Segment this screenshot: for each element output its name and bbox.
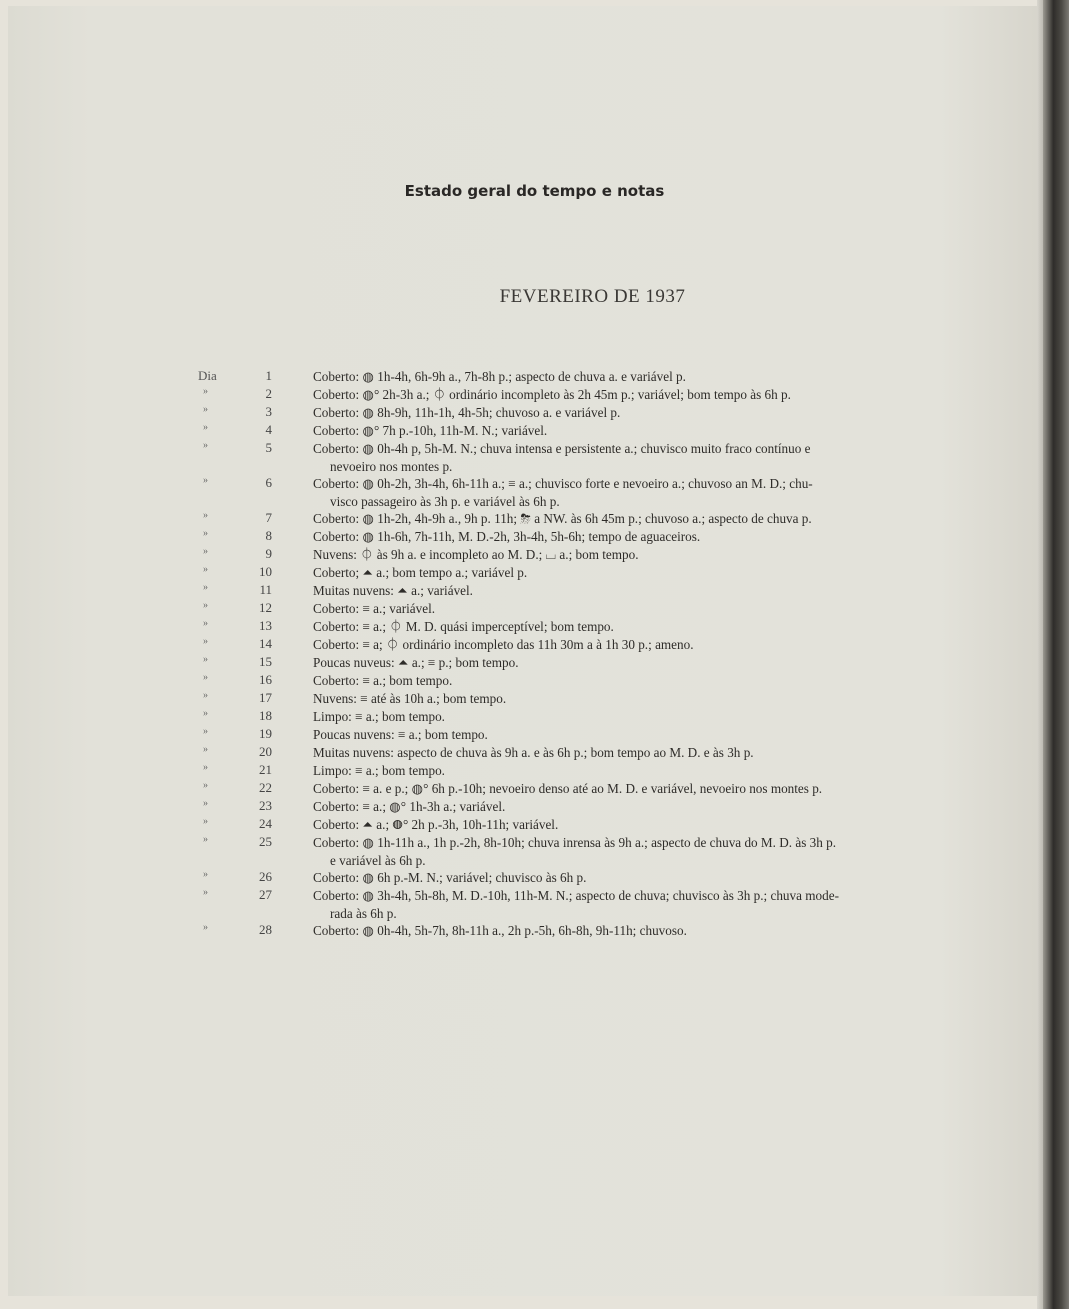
- list-item: [0, 816, 1069, 834]
- month-heading: FEVEREIRO DE 1937: [499, 286, 686, 307]
- ditto-mark: »: [203, 386, 208, 397]
- day-number: 19: [259, 726, 272, 741]
- day-note: [313, 744, 973, 762]
- day-note-continuation: nevoeiro nos montes p.: [330, 458, 453, 474]
- day-note-text: Coberto: ≡ a.; bom tempo.: [313, 673, 453, 688]
- list-item: [0, 726, 1069, 744]
- day-note-text: Limpo: ≡ a.; bom tempo.: [313, 763, 445, 778]
- day-note: [313, 528, 973, 546]
- list-item: [0, 618, 1069, 636]
- day-note-continuation: e variável às 6h p.: [330, 852, 426, 868]
- ditto-mark: »: [203, 869, 208, 880]
- ditto-mark: »: [203, 440, 208, 451]
- ditto-mark: »: [203, 422, 208, 433]
- day-note: [313, 422, 973, 440]
- day-note-text: Muitas nuvens: aspecto de chuva às 9h a. e às 6h p.; bom tempo ao M. D. e às 3h p.: [313, 745, 754, 760]
- ditto-mark: »: [203, 654, 208, 665]
- day-note-text: Coberto; ⏶ a.; bom tempo a.; variável p.: [313, 565, 528, 580]
- day-number: 9: [265, 546, 272, 561]
- day-number: 17: [259, 690, 272, 705]
- ditto-mark: »: [203, 798, 208, 809]
- list-item: [0, 654, 1069, 672]
- ditto-mark: »: [203, 780, 208, 791]
- ditto-mark: »: [203, 618, 208, 629]
- list-item: [0, 440, 1069, 475]
- list-item: [0, 869, 1069, 887]
- day-note-text: Nuvens: ⏀ às 9h a. e incompleto ao M. D.; ⌴ a.; bom tempo.: [313, 547, 639, 562]
- day-note-text: Muitas nuvens: ⏶ a.; variável.: [313, 583, 473, 598]
- day-number: 23: [259, 798, 272, 813]
- day-number: 20: [259, 744, 272, 759]
- day-note-text: Coberto: ◍° 7h p.-10h, 11h-M. N.; variável.: [313, 423, 548, 438]
- day-note: [313, 582, 973, 600]
- day-note-text: Coberto: ◍ 1h-11h a., 1h p.-2h, 8h-10h; chuva inrensa às 9h a.; aspecto de chuva do M. D. às 3h p.: [313, 835, 837, 850]
- day-number: 7: [265, 510, 272, 525]
- day-number: 16: [259, 672, 272, 687]
- day-number: 13: [259, 618, 272, 633]
- list-item: [0, 386, 1069, 404]
- list-item: [0, 564, 1069, 582]
- ditto-mark: »: [203, 744, 208, 755]
- ditto-mark: »: [203, 672, 208, 683]
- list-item: [0, 780, 1069, 798]
- day-note-text: Coberto: ◍ 3h-4h, 5h-8h, M. D.-10h, 11h-M. N.; aspecto de chuva; chuvisco às 3h p.; chuva mode-: [313, 888, 839, 903]
- list-item: [0, 690, 1069, 708]
- day-note: [313, 600, 973, 618]
- day-note: [313, 510, 973, 528]
- day-note: [313, 636, 973, 654]
- day-note-text: Coberto: ◍ 1h-6h, 7h-11h, M. D.-2h, 3h-4h, 5h-6h; tempo de aguaceiros.: [313, 529, 701, 544]
- ditto-mark: »: [203, 816, 208, 827]
- day-note-text: Poucas nuvens: ≡ a.; bom tempo.: [313, 727, 488, 742]
- day-note: [313, 690, 973, 708]
- day-number: 28: [259, 922, 272, 937]
- day-number: 27: [259, 887, 272, 902]
- day-number: 8: [265, 528, 272, 543]
- day-note: [313, 654, 973, 672]
- ditto-mark: »: [203, 404, 208, 415]
- day-note: [313, 922, 973, 940]
- ditto-mark: »: [203, 564, 208, 575]
- list-item: [0, 636, 1069, 654]
- day-number: 21: [259, 762, 272, 777]
- day-note-text: Coberto: ◍ 1h-4h, 6h-9h a., 7h-8h p.; aspecto de chuva a. e variável p.: [313, 369, 686, 384]
- day-number: 5: [265, 440, 272, 455]
- day-number: 18: [259, 708, 272, 723]
- ditto-mark: »: [203, 546, 208, 557]
- day-note-text: Coberto: ◍ 8h-9h, 11h-1h, 4h-5h; chuvoso a. e variável p.: [313, 405, 621, 420]
- day-number: 2: [265, 386, 272, 401]
- day-number: 26: [259, 869, 272, 884]
- ditto-mark: »: [203, 708, 208, 719]
- ditto-mark: »: [203, 690, 208, 701]
- ditto-mark: »: [203, 475, 208, 486]
- day-note: [313, 708, 973, 726]
- day-note: [313, 386, 973, 404]
- list-item: [0, 368, 1069, 386]
- ditto-mark: »: [203, 922, 208, 933]
- day-note-text: Coberto: ◍ 6h p.-M. N.; variável; chuvisco às 6h p.: [313, 870, 587, 885]
- day-note-text: Coberto: ⏶ a.; ◍° 2h p.-3h, 10h-11h; variável.: [313, 817, 559, 832]
- day-note-continuation: rada às 6h p.: [330, 905, 397, 921]
- day-number: 12: [259, 600, 272, 615]
- day-number: 14: [259, 636, 272, 651]
- day-note-text: Coberto: ≡ a.; variável.: [313, 601, 436, 616]
- day-note: [313, 834, 973, 869]
- list-item: [0, 762, 1069, 780]
- ditto-mark: »: [203, 887, 208, 898]
- dia-label: Dia: [198, 368, 217, 383]
- ditto-mark: »: [203, 510, 208, 521]
- ditto-mark: »: [203, 600, 208, 611]
- day-number: 4: [265, 422, 272, 437]
- day-note-text: Coberto: ◍ 1h-2h, 4h-9h a., 9h p. 11h; ⛈ a NW. às 6h 45m p.; chuvoso a.; aspecto de chuva p.: [313, 511, 812, 526]
- ditto-mark: »: [203, 528, 208, 539]
- day-note-text: Coberto: ◍° 2h-3h a.; ⏀ ordinário incompleto às 2h 45m p.; variável; bom tempo às 6h p.: [313, 387, 791, 402]
- list-item: [0, 546, 1069, 564]
- list-item: [0, 798, 1069, 816]
- day-note: [313, 672, 973, 690]
- list-item: [0, 600, 1069, 618]
- list-item: [0, 475, 1069, 510]
- day-number: 24: [259, 816, 272, 831]
- day-note-text: Coberto: ≡ a.; ◍° 1h-3h a.; variável.: [313, 799, 506, 814]
- list-item: [0, 834, 1069, 869]
- day-note-text: Coberto: ◍ 0h-4h p, 5h-M. N.; chuva intensa e persistente a.; chuvisco muito fraco contínuo e: [313, 441, 811, 456]
- list-item: [0, 922, 1069, 940]
- day-note-text: Nuvens: ≡ até às 10h a.; bom tempo.: [313, 691, 507, 706]
- list-item: [0, 510, 1069, 528]
- day-note: [313, 618, 973, 636]
- ditto-mark: »: [203, 834, 208, 845]
- day-note-text: Limpo: ≡ a.; bom tempo.: [313, 709, 445, 724]
- page-title: Estado geral do tempo e notas: [404, 182, 665, 200]
- day-number: 3: [265, 404, 272, 419]
- day-note: [313, 440, 973, 475]
- day-note: [313, 475, 973, 510]
- day-note-text: Coberto: ≡ a.; ⏀ M. D. quási imperceptível; bom tempo.: [313, 619, 614, 634]
- day-number: 25: [259, 834, 272, 849]
- daily-notes-list: [0, 368, 1069, 940]
- day-note-text: Coberto: ≡ a; ⏀ ordinário incompleto das 11h 30m a à 1h 30 p.; ameno.: [313, 637, 694, 652]
- list-item: [0, 887, 1069, 922]
- day-note: [313, 368, 973, 386]
- day-note: [313, 404, 973, 422]
- list-item: [0, 582, 1069, 600]
- ditto-mark: »: [203, 726, 208, 737]
- list-item: [0, 744, 1069, 762]
- day-note: [313, 726, 973, 744]
- day-note: [313, 887, 973, 922]
- day-number: 1: [265, 368, 272, 383]
- day-note: [313, 798, 973, 816]
- list-item: [0, 422, 1069, 440]
- day-note-text: Coberto: ◍ 0h-2h, 3h-4h, 6h-11h a.; ≡ a.; chuvisco forte e nevoeiro a.; chuvoso an M. D.; chu-: [313, 476, 813, 491]
- ditto-mark: »: [203, 582, 208, 593]
- day-number: 10: [259, 564, 272, 579]
- day-note: [313, 780, 973, 798]
- day-note-text: Coberto: ◍ 0h-4h, 5h-7h, 8h-11h a., 2h p.-5h, 6h-8h, 9h-11h; chuvoso.: [313, 923, 687, 938]
- day-note: [313, 546, 973, 564]
- day-number: 15: [259, 654, 272, 669]
- day-note-text: Coberto: ≡ a. e p.; ◍° 6h p.-10h; nevoeiro denso até ao M. D. e variável, nevoeiro nos montes p.: [313, 781, 823, 796]
- day-note-text: Poucas nuveus: ⏶ a.; ≡ p.; bom tempo.: [313, 655, 519, 670]
- list-item: [0, 404, 1069, 422]
- day-note: [313, 869, 973, 887]
- day-note: [313, 816, 973, 834]
- day-number: 22: [259, 780, 272, 795]
- day-number: 6: [265, 475, 272, 490]
- ditto-mark: »: [203, 762, 208, 773]
- list-item: [0, 528, 1069, 546]
- list-item: [0, 672, 1069, 690]
- ditto-mark: »: [203, 636, 208, 647]
- day-number: 11: [259, 582, 272, 597]
- day-note: [313, 762, 973, 780]
- day-note-continuation: visco passageiro às 3h p. e variável às 6h p.: [330, 493, 560, 509]
- list-item: [0, 708, 1069, 726]
- day-note: [313, 564, 973, 582]
